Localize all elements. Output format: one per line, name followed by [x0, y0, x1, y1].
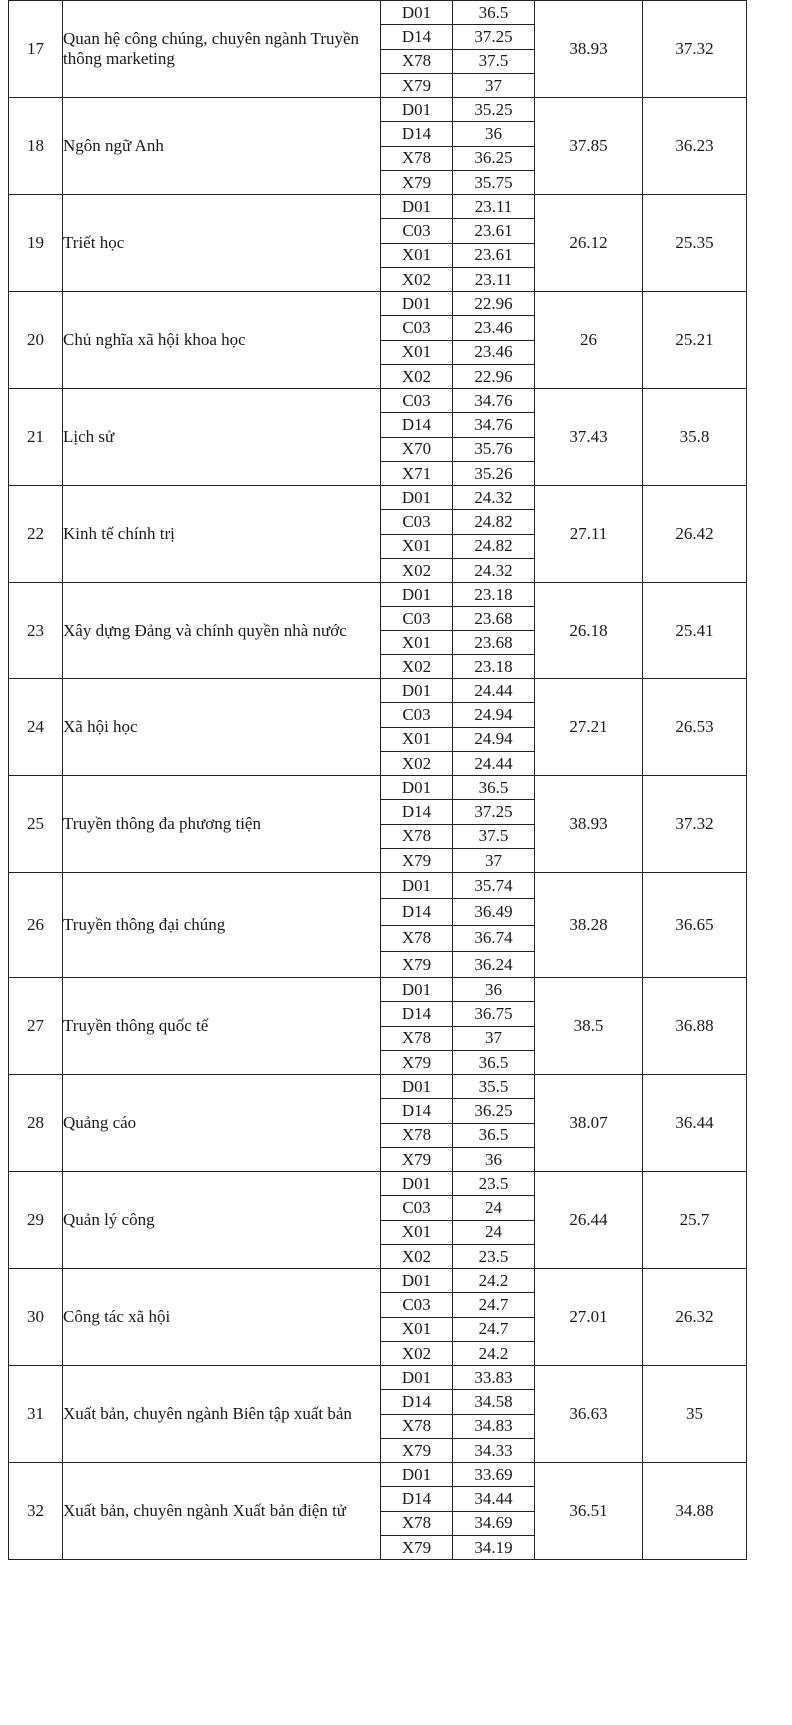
subject-combination: X79: [381, 848, 453, 872]
row-number: 23: [9, 583, 63, 679]
row-number: 17: [9, 1, 63, 98]
combination-score: 34.69: [453, 1511, 535, 1535]
score-column-2: 36.23: [643, 98, 747, 195]
score-column-1: 27.11: [535, 486, 643, 583]
combination-score: 23.5: [453, 1244, 535, 1268]
subject-combination: D14: [381, 413, 453, 437]
subject-combination: D14: [381, 1487, 453, 1511]
combination-score: 22.96: [453, 292, 535, 316]
combination-score: 34.33: [453, 1438, 535, 1462]
subject-combination: X01: [381, 727, 453, 751]
combination-score: 37.25: [453, 800, 535, 824]
table-row: [9, 98, 747, 122]
score-column-1: 27.21: [535, 679, 643, 776]
combination-score: 35.75: [453, 170, 535, 194]
combination-score: 24.44: [453, 751, 535, 775]
score-column-2: 36.88: [643, 978, 747, 1075]
major-name: Chủ nghĩa xã hội khoa học: [63, 292, 381, 389]
subject-combination: D01: [381, 195, 453, 219]
subject-combination: D01: [381, 679, 453, 703]
combination-score: 37.5: [453, 824, 535, 848]
score-column-2: 25.35: [643, 195, 747, 292]
subject-combination: X78: [381, 1026, 453, 1050]
combination-score: 35.25: [453, 98, 535, 122]
subject-combination: C03: [381, 316, 453, 340]
row-number: 25: [9, 776, 63, 873]
combination-score: 34.44: [453, 1487, 535, 1511]
table-row: [9, 679, 747, 703]
table-row: [9, 1269, 747, 1293]
subject-combination: D01: [381, 1, 453, 25]
subject-combination: X02: [381, 558, 453, 582]
major-name: Quan hệ công chúng, chuyên ngành Truyền thông marketing: [63, 1, 381, 98]
subject-combination: D14: [381, 899, 453, 925]
row-number: 32: [9, 1463, 63, 1560]
combination-score: 36.5: [453, 1123, 535, 1147]
combination-score: 24.7: [453, 1293, 535, 1317]
table-row: [9, 978, 747, 1002]
row-number: 26: [9, 873, 63, 978]
score-column-2: 35.8: [643, 389, 747, 486]
subject-combination: X78: [381, 925, 453, 951]
subject-combination: C03: [381, 510, 453, 534]
row-number: 24: [9, 679, 63, 776]
row-number: 22: [9, 486, 63, 583]
score-column-1: 26: [535, 292, 643, 389]
score-column-2: 36.65: [643, 873, 747, 978]
row-number: 21: [9, 389, 63, 486]
subject-combination: D01: [381, 776, 453, 800]
subject-combination: C03: [381, 1196, 453, 1220]
combination-score: 24.94: [453, 727, 535, 751]
combination-score: 23.68: [453, 607, 535, 631]
row-number: 30: [9, 1269, 63, 1366]
combination-score: 36.25: [453, 146, 535, 170]
score-column-1: 38.93: [535, 1, 643, 98]
subject-combination: X79: [381, 73, 453, 97]
subject-combination: X02: [381, 1341, 453, 1365]
subject-combination: D14: [381, 25, 453, 49]
subject-combination: C03: [381, 219, 453, 243]
subject-combination: X71: [381, 461, 453, 485]
subject-combination: D01: [381, 98, 453, 122]
score-column-1: 26.18: [535, 583, 643, 679]
major-name: Xuất bản, chuyên ngành Biên tập xuất bản: [63, 1366, 381, 1463]
subject-combination: D01: [381, 1172, 453, 1196]
combination-score: 36.5: [453, 776, 535, 800]
combination-score: 24.82: [453, 510, 535, 534]
score-column-2: 35: [643, 1366, 747, 1463]
combination-score: 23.46: [453, 316, 535, 340]
combination-score: 24.44: [453, 679, 535, 703]
subject-combination: D14: [381, 800, 453, 824]
combination-score: 33.69: [453, 1463, 535, 1487]
combination-score: 22.96: [453, 364, 535, 388]
subject-combination: X78: [381, 1414, 453, 1438]
combination-score: 24.7: [453, 1317, 535, 1341]
subject-combination: X78: [381, 1511, 453, 1535]
major-name: Quản lý công: [63, 1172, 381, 1269]
subject-combination: C03: [381, 607, 453, 631]
table-row: [9, 1172, 747, 1196]
score-column-1: 27.01: [535, 1269, 643, 1366]
score-column-2: 26.32: [643, 1269, 747, 1366]
combination-score: 24.2: [453, 1269, 535, 1293]
table-row: [9, 776, 747, 800]
major-name: Quảng cáo: [63, 1075, 381, 1172]
combination-score: 37.5: [453, 49, 535, 73]
combination-score: 24.82: [453, 534, 535, 558]
subject-combination: D01: [381, 1463, 453, 1487]
subject-combination: D14: [381, 1099, 453, 1123]
subject-combination: X78: [381, 824, 453, 848]
subject-combination: X78: [381, 1123, 453, 1147]
score-column-1: 26.12: [535, 195, 643, 292]
combination-score: 23.5: [453, 1172, 535, 1196]
subject-combination: D01: [381, 873, 453, 899]
subject-combination: X02: [381, 364, 453, 388]
subject-combination: D14: [381, 122, 453, 146]
score-column-1: 38.28: [535, 873, 643, 978]
combination-score: 34.76: [453, 389, 535, 413]
combination-score: 24.32: [453, 558, 535, 582]
combination-score: 23.18: [453, 583, 535, 607]
subject-combination: D01: [381, 1366, 453, 1390]
subject-combination: X79: [381, 951, 453, 977]
table-row: [9, 1463, 747, 1487]
subject-combination: X01: [381, 631, 453, 655]
combination-score: 36.25: [453, 1099, 535, 1123]
major-name: Xã hội học: [63, 679, 381, 776]
subject-combination: X02: [381, 751, 453, 775]
major-name: Kinh tế chính trị: [63, 486, 381, 583]
combination-score: 37: [453, 848, 535, 872]
subject-combination: X78: [381, 146, 453, 170]
combination-score: 23.61: [453, 219, 535, 243]
combination-score: 34.58: [453, 1390, 535, 1414]
combination-score: 35.76: [453, 437, 535, 461]
subject-combination: C03: [381, 1293, 453, 1317]
subject-combination: X02: [381, 1244, 453, 1268]
row-number: 28: [9, 1075, 63, 1172]
score-column-2: 36.44: [643, 1075, 747, 1172]
table-row: [9, 583, 747, 607]
table-row: [9, 873, 747, 899]
combination-score: 37: [453, 1026, 535, 1050]
subject-combination: X01: [381, 1220, 453, 1244]
combination-score: 36: [453, 978, 535, 1002]
score-column-2: 26.42: [643, 486, 747, 583]
score-column-2: 25.21: [643, 292, 747, 389]
score-column-2: 25.7: [643, 1172, 747, 1269]
major-name: Truyền thông quốc tế: [63, 978, 381, 1075]
table-row: [9, 486, 747, 510]
subject-combination: D01: [381, 292, 453, 316]
combination-score: 35.5: [453, 1075, 535, 1099]
score-column-2: 37.32: [643, 776, 747, 873]
score-column-2: 26.53: [643, 679, 747, 776]
subject-combination: X79: [381, 1147, 453, 1171]
major-name: Truyền thông đại chúng: [63, 873, 381, 978]
combination-score: 23.68: [453, 631, 535, 655]
score-column-1: 38.93: [535, 776, 643, 873]
subject-combination: X01: [381, 1317, 453, 1341]
row-number: 20: [9, 292, 63, 389]
score-column-1: 37.43: [535, 389, 643, 486]
score-column-1: 36.63: [535, 1366, 643, 1463]
subject-combination: C03: [381, 703, 453, 727]
table-row: [9, 292, 747, 316]
combination-score: 23.61: [453, 243, 535, 267]
major-name: Truyền thông đa phương tiện: [63, 776, 381, 873]
subject-combination: X02: [381, 655, 453, 679]
subject-combination: X70: [381, 437, 453, 461]
combination-score: 23.11: [453, 195, 535, 219]
combination-score: 24.2: [453, 1341, 535, 1365]
table-row: [9, 1366, 747, 1390]
combination-score: 36: [453, 1147, 535, 1171]
subject-combination: X01: [381, 534, 453, 558]
combination-score: 36.75: [453, 1002, 535, 1026]
combination-score: 23.18: [453, 655, 535, 679]
subject-combination: X01: [381, 340, 453, 364]
combination-score: 36.5: [453, 1050, 535, 1074]
combination-score: 36: [453, 122, 535, 146]
subject-combination: X01: [381, 243, 453, 267]
subject-combination: X79: [381, 170, 453, 194]
subject-combination: D14: [381, 1002, 453, 1026]
major-name: Lịch sử: [63, 389, 381, 486]
combination-score: 35.26: [453, 461, 535, 485]
score-column-1: 37.85: [535, 98, 643, 195]
major-name: Triết học: [63, 195, 381, 292]
subject-combination: X79: [381, 1438, 453, 1462]
row-number: 19: [9, 195, 63, 292]
admission-score-table: [8, 0, 747, 1560]
score-column-1: 26.44: [535, 1172, 643, 1269]
combination-score: 35.74: [453, 873, 535, 899]
combination-score: 36.24: [453, 951, 535, 977]
subject-combination: D01: [381, 1075, 453, 1099]
combination-score: 24: [453, 1196, 535, 1220]
subject-combination: D14: [381, 1390, 453, 1414]
combination-score: 34.76: [453, 413, 535, 437]
subject-combination: D01: [381, 486, 453, 510]
subject-combination: C03: [381, 389, 453, 413]
combination-score: 24.32: [453, 486, 535, 510]
score-column-2: 37.32: [643, 1, 747, 98]
subject-combination: X79: [381, 1050, 453, 1074]
combination-score: 37.25: [453, 25, 535, 49]
combination-score: 23.11: [453, 267, 535, 291]
subject-combination: D01: [381, 978, 453, 1002]
major-name: Xây dựng Đảng và chính quyền nhà nước: [63, 583, 381, 679]
score-column-2: 34.88: [643, 1463, 747, 1560]
combination-score: 36.49: [453, 899, 535, 925]
combination-score: 34.19: [453, 1535, 535, 1559]
score-column-1: 38.07: [535, 1075, 643, 1172]
subject-combination: D01: [381, 1269, 453, 1293]
subject-combination: X02: [381, 267, 453, 291]
combination-score: 23.46: [453, 340, 535, 364]
combination-score: 24: [453, 1220, 535, 1244]
subject-combination: D01: [381, 583, 453, 607]
score-column-2: 25.41: [643, 583, 747, 679]
subject-combination: X78: [381, 49, 453, 73]
combination-score: 36.5: [453, 1, 535, 25]
table-row: [9, 389, 747, 413]
combination-score: 34.83: [453, 1414, 535, 1438]
row-number: 18: [9, 98, 63, 195]
combination-score: 24.94: [453, 703, 535, 727]
row-number: 31: [9, 1366, 63, 1463]
table-row: [9, 1, 747, 25]
table-row: [9, 195, 747, 219]
major-name: Xuất bản, chuyên ngành Xuất bản điện tử: [63, 1463, 381, 1560]
table-row: [9, 1075, 747, 1099]
combination-score: 36.74: [453, 925, 535, 951]
subject-combination: X79: [381, 1535, 453, 1559]
major-name: Công tác xã hội: [63, 1269, 381, 1366]
row-number: 29: [9, 1172, 63, 1269]
combination-score: 37: [453, 73, 535, 97]
score-column-1: 36.51: [535, 1463, 643, 1560]
row-number: 27: [9, 978, 63, 1075]
table-body: [9, 1, 747, 1560]
score-column-1: 38.5: [535, 978, 643, 1075]
major-name: Ngôn ngữ Anh: [63, 98, 381, 195]
combination-score: 33.83: [453, 1366, 535, 1390]
